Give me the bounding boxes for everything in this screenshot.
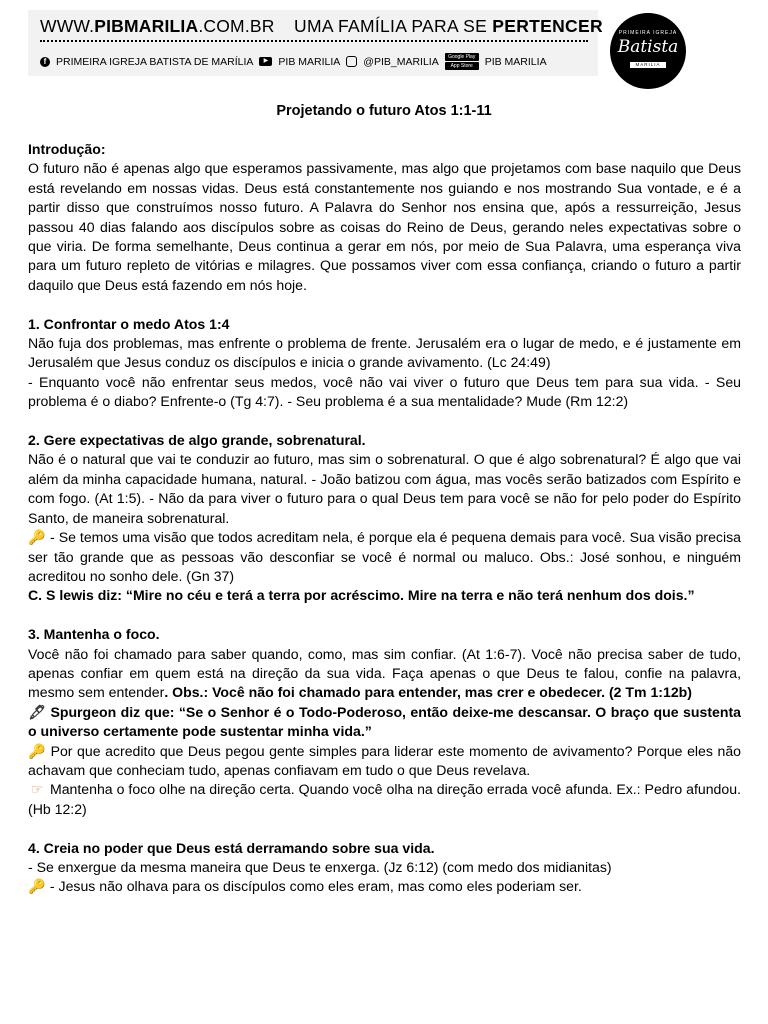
- pointing-hand-icon: ☞: [30, 781, 44, 798]
- logo-bottom-text: MARILIA: [630, 62, 666, 68]
- app-store-badges: [445, 53, 479, 70]
- social-links: [40, 53, 547, 70]
- section-3-paragraph-4: [28, 780, 741, 819]
- pen-icon: 🖋: [28, 703, 46, 720]
- section-2-quote: C. S lewis diz: “Mire no céu e terá a terra por acréscimo. Mire na terra e não terá nenhum dos dois.”: [28, 587, 695, 604]
- youtube-icon: ▶: [259, 57, 272, 66]
- section-4-paragraph-2-text: - Jesus não olhava para os discípulos como eles eram, mas como eles poderiam ser.: [46, 878, 582, 895]
- youtube-link[interactable]: PIB MARILIA: [278, 55, 341, 68]
- intro-heading: Introdução:: [28, 141, 106, 157]
- instagram-link[interactable]: @PIB_MARILIA: [363, 55, 439, 68]
- intro-paragraph: O futuro não é apenas algo que esperamos passivamente, mas algo que projetamos com base naquilo que Deus está revelando em nossas vidas. Deus está constantemente nos guiando e nos mostrando Sua vontade, e é a partir disso que construímos nosso futuro. A Palavra do Senhor nos ensina que, após a ressurreição, Jesus passou 40 dias falando aos discípulos sobre as coisas do Reino de Deus, gerando neles expectativas sobre o que viria. De forma semelhante, Deus continua a gerar em nós, por meio de Sua Palavra, uma esperança viva para um futuro repleto de vitórias e milagres. Que possamos viver com essa confiança, criando o futuro a partir daquilo que Deus está fazendo em nós hoje.: [28, 160, 741, 293]
- dotted-divider: [40, 40, 588, 42]
- site-url[interactable]: [40, 16, 275, 37]
- facebook-icon: f: [40, 57, 50, 67]
- section-2-heading: 2. Gere expectativas de algo grande, sobrenatural.: [28, 432, 366, 449]
- spacer: [28, 606, 741, 625]
- section-3-paragraph-1-bold: . Obs.: Você não foi chamado para entender, mas crer e obedecer. (2 Tm 1:12b): [164, 684, 692, 701]
- logo-top-text: PRIMEIRA IGREJA: [618, 30, 678, 36]
- key-icon: 🔑: [28, 529, 46, 546]
- spacer: [28, 819, 741, 838]
- section-4-paragraph-1: - Se enxergue da mesma maneira que Deus te enxerga. (Jz 6:12) (com medo dos midianitas): [28, 858, 612, 875]
- document-title: Projetando o futuro Atos 1:1-11: [276, 103, 492, 119]
- section-1-paragraph-1: Não fuja dos problemas, mas enfrente o problema de frente. Jerusalém era o lugar de medo, e é justamente em Jerusalém que Jesus conduz os discípulos e inicia o grande avivamento. (Lc 24:49): [28, 335, 741, 371]
- header-banner: [28, 10, 603, 76]
- section-3-paragraph-2: [28, 703, 741, 742]
- app-store-badge[interactable]: App Store: [445, 62, 479, 70]
- site-url-prefix: WWW.: [40, 16, 95, 36]
- church-logo: [610, 13, 686, 89]
- app-name: PIB MARILIA: [484, 55, 547, 68]
- section-2-paragraph-2-text: - Se temos uma visão que todos acreditam nela, é porque ela é pequena demais para você. Sua visão precisa ser tão grande que as pessoas vão desconfiar se você é normal ou maluco. Obs.: José sonhou, e ninguém acreditou no sonho dele. (Gn 37): [28, 529, 741, 584]
- section-3-heading: 3. Mantenha o foco.: [28, 626, 160, 643]
- logo-main-text: Batista: [617, 37, 679, 57]
- section-3-paragraph-1-text: Você não foi chamado para saber quando, como, mas sim confiar. (At 1:6-7). Você não precisa saber de tudo, apenas confiar em quem está na direção da sua vida. Faça apenas o que Deus te falou, confie na palavra, mesmo sem entender: [28, 645, 741, 701]
- document-body: [28, 140, 741, 897]
- section-4-paragraph-2: [28, 877, 741, 896]
- site-url-suffix: .COM.BR: [198, 16, 275, 36]
- key-icon: 🔑: [28, 742, 46, 759]
- slogan-bold: PERTENCER: [492, 16, 603, 36]
- slogan: [294, 16, 603, 37]
- section-4-heading: 4. Creia no poder que Deus está derramando sobre sua vida.: [28, 839, 435, 856]
- instagram-icon: [346, 56, 357, 67]
- slogan-prefix: UMA FAMÍLIA PARA SE: [294, 16, 493, 36]
- section-3-paragraph-3-text: Por que acredito que Deus pegou gente simples para liderar este momento de avivamento? Porque eles não achavam que conheciam tudo, apenas confiavam em tudo o que Deus revelava.: [28, 742, 741, 778]
- google-play-badge[interactable]: Google Play: [445, 53, 479, 61]
- facebook-link[interactable]: PRIMEIRA IGREJA BATISTA DE MARÍLIA: [56, 55, 254, 68]
- spacer: [28, 412, 741, 431]
- key-icon: 🔑: [28, 878, 46, 895]
- spacer: [28, 295, 741, 314]
- site-url-bold: PIBMARILIA: [94, 16, 199, 36]
- section-1-heading: 1. Confrontar o medo Atos 1:4: [28, 315, 230, 332]
- section-1-paragraph-2: - Enquanto você não enfrentar seus medos, você não vai viver o futuro que Deus tem para sua vida. - Seu problema é o diabo? Enfrente-o (Tg 4:7). - Seu problema é a sua mentalidade? Mude (Rm 12:2): [28, 373, 741, 410]
- section-3-paragraph-3: [28, 742, 741, 781]
- section-3-paragraph-1: [28, 645, 741, 703]
- section-2-paragraph-1: Não é o natural que vai te conduzir ao futuro, mas sim o sobrenatural. O que é algo sobrenatural? É algo que vai além da minha capacidade humana, natural. - João batizou com água, mas vocês serão batizados com Espírito e com fogo. (At 1:5). - Não da para viver o futuro para o qual Deus tem para você se não for pelo poder do Espírito Santo, de maneira sobrenatural.: [28, 451, 741, 526]
- section-2-paragraph-2: [28, 528, 741, 586]
- section-3-paragraph-4-text: Mantenha o foco olhe na direção certa. Quando você olha na direção errada você afunda. Ex.: Pedro afundou. (Hb 12:2): [28, 781, 741, 817]
- section-3-quote-text: Spurgeon diz que: “Se o Senhor é o Todo-Poderoso, então deixe-me descansar. O braço que sustenta o universo certamente pode sustentar minha vida.”: [28, 703, 741, 740]
